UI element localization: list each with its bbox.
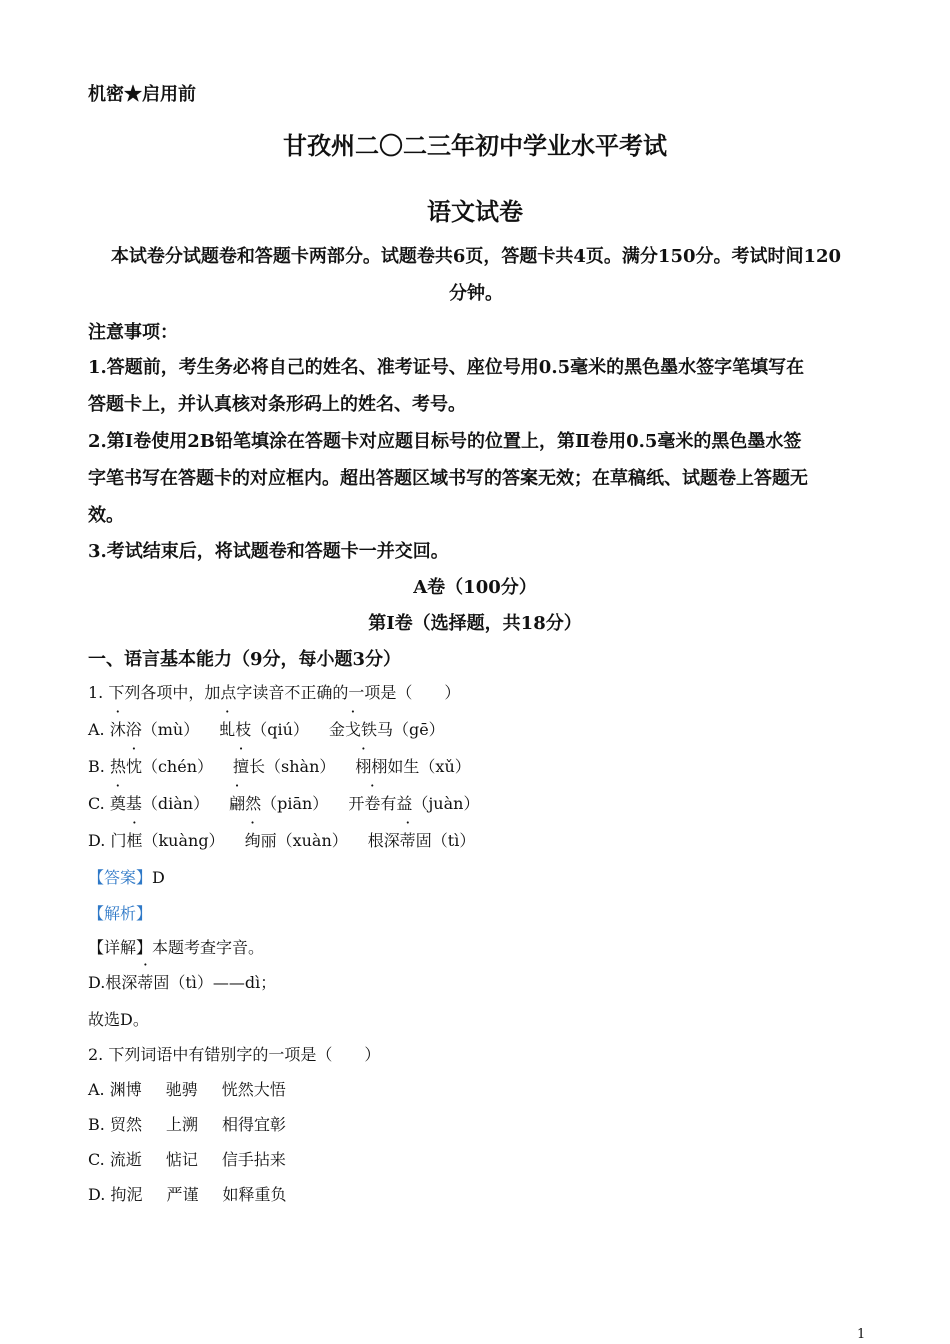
q2-stem: 2. 下列词语中有错别字的一项是（ ） [88, 1045, 381, 1064]
confidential-label: 机密★启用前 [88, 84, 196, 105]
q1-stem: 1. 下列各项中，加点字读音不正确的一项是（ ） [88, 683, 461, 702]
note-2-line-2: 字笔书写在答题卡的对应框内。超出答题区域书写的答案无效；在草稿纸、试题卷上答题无 [88, 468, 808, 489]
section-a-heading: A卷（100分） [413, 577, 537, 598]
note-2-line-3: 效。 [88, 505, 124, 526]
q2-option-b: B. 贸然 上溯 相得宜彰 [88, 1115, 286, 1134]
notes-heading: 注意事项： [88, 322, 178, 343]
note-1-line-1: 1.答题前，考生务必将自己的姓名、准考证号、座位号用0.5毫米的黑色墨水签字笔填写在 [88, 357, 805, 378]
q2-option-d: D. 拘泥 严谨 如释重负 [88, 1185, 287, 1204]
exam-title: 甘孜州二〇二三年初中学业水平考试 [283, 131, 667, 160]
note-1-line-2: 答题卡上，并认真核对条形码上的姓名、考号。 [88, 394, 466, 415]
q1-detail: 【详解】本题考查字音。 [88, 938, 265, 957]
q1-option-b: B. 热忱（chén） 擅长（shàn） 栩栩如生（xǔ） [88, 757, 471, 776]
q2-option-a: A. 渊博 驰骋 恍然大悟 [88, 1080, 286, 1099]
page-number: 1 [857, 1327, 866, 1342]
part-1-heading: 第Ⅰ卷（选择题，共18分） [368, 613, 582, 634]
q1-option-a: A. 沐浴（mù） 虬枝（qiú） 金戈铁马（gē） [88, 720, 445, 739]
q1-option-d: D. 门框（kuàng） 绚丽（xuàn） 根深蒂固（tì） [88, 831, 476, 850]
answer-tag: 【答案】 [88, 868, 153, 887]
q1-option-c: C. 奠基（diàn） 翩然（piān） 开卷有益（juàn） [88, 794, 480, 813]
q1-explanation: D.根深蒂固（tì）——dì； [88, 973, 277, 992]
note-2-line-1: 2.第Ⅰ卷使用2B铅笔填涂在答题卡对应题目标号的位置上，第Ⅱ卷用0.5毫米的黑色墨水签 [88, 431, 802, 452]
analysis-tag: 【解析】 [88, 904, 153, 923]
exam-subtitle: 语文试卷 [427, 197, 523, 226]
section-one-heading: 一、语言基本能力（9分，每小题3分） [88, 649, 402, 670]
answer-value: D [152, 868, 165, 887]
q1-answer [88, 865, 165, 888]
q1-conclusion: 故选D。 [88, 1010, 149, 1029]
intro-line-2: 分钟。 [449, 283, 503, 304]
q2-option-c: C. 流逝 惦记 信手拈来 [88, 1150, 286, 1169]
note-3: 3.考试结束后，将试题卷和答题卡一并交回。 [88, 541, 449, 562]
intro-line-1: 本试卷分试题卷和答题卡两部分。试题卷共6页，答题卡共4页。满分150分。考试时间120 [110, 246, 842, 267]
